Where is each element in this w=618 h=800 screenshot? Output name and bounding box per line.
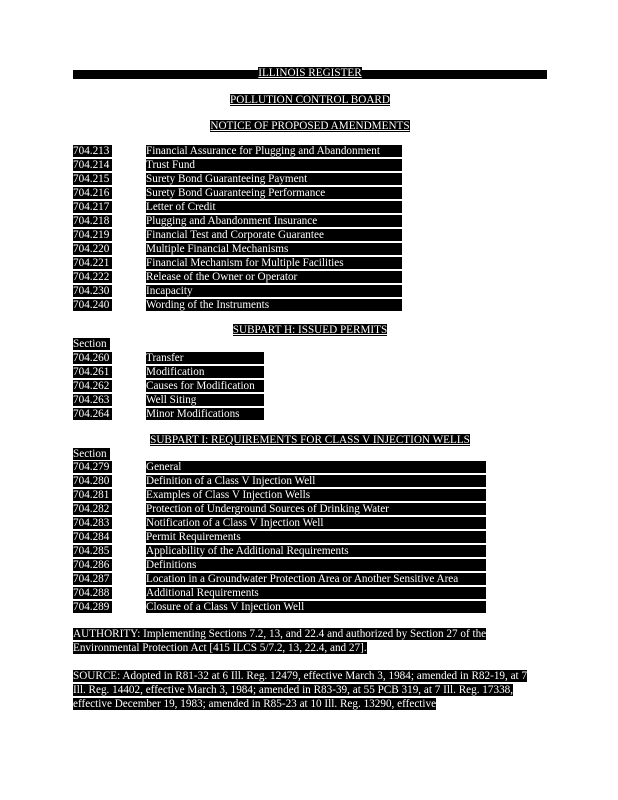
section-number: 704.240 [73, 299, 112, 311]
header-board [73, 94, 547, 106]
section-number: 704.213 [73, 145, 112, 157]
section-number: 704.216 [73, 187, 112, 199]
section-number: 704.281 [73, 489, 112, 501]
authority-paragraph [73, 627, 529, 655]
section-number: 704.286 [73, 559, 112, 571]
section-number: 704.284 [73, 531, 112, 543]
section-number: 704.230 [73, 285, 112, 297]
section-number: 704.289 [73, 601, 112, 613]
section-title: Letter of Credit [146, 201, 402, 213]
section-number: 704.279 [73, 461, 112, 473]
subpart-h-heading-row [73, 324, 547, 336]
board-title: POLLUTION CONTROL BOARD [230, 94, 390, 106]
source-text: SOURCE: Adopted in R81-32 at 6 Ill. Reg. 12479, effective March 3, 1984; amended in R82-19, at 7 Ill. Reg. 14402, effective March 3, 1984; amended in R83-39, at 55 PCB 319, at 7 Ill. Reg. 17338, effective December 19, 1983; amended in R85-23 at 10 Ill. Reg. 13290, effective [73, 670, 528, 710]
section-number: 704.222 [73, 271, 112, 283]
section-title: Notification of a Class V Injection Well [146, 517, 486, 529]
section-title: Financial Assurance for Plugging and Abandonment [146, 145, 402, 157]
section-title: Release of the Owner or Operator [146, 271, 402, 283]
section-title: Wording of the Instruments [146, 299, 402, 311]
section-number: 704.283 [73, 517, 112, 529]
section-number: 704.220 [73, 243, 112, 255]
subpart-i-heading-row [73, 434, 547, 446]
section-number: 704.280 [73, 475, 112, 487]
section-number: 704.260 [73, 352, 112, 364]
section-title: Minor Modifications [146, 408, 264, 420]
section-title: Examples of Class V Injection Wells [146, 489, 486, 501]
subpart-i-section-label-row [73, 448, 110, 460]
section-title: Transfer [146, 352, 264, 364]
section-number: 704.261 [73, 366, 112, 378]
section-number: 704.285 [73, 545, 112, 557]
section-number: 704.282 [73, 503, 112, 515]
section-number: 704.287 [73, 573, 112, 585]
section-title: Closure of a Class V Injection Well [146, 601, 486, 613]
subpart-i-section-label: Section [73, 448, 110, 460]
header-register [73, 67, 547, 79]
section-number: 704.262 [73, 380, 112, 392]
section-title: Additional Requirements [146, 587, 486, 599]
subpart-i-heading: SUBPART I: REQUIREMENTS FOR CLASS V INJECTION WELLS [150, 434, 470, 446]
register-title: ILLINOIS REGISTER [258, 67, 362, 79]
section-title: Financial Test and Corporate Guarantee [146, 229, 402, 241]
subpart-h-heading: SUBPART H: ISSUED PERMITS [232, 324, 388, 336]
section-title: Trust Fund [146, 159, 402, 171]
section-number: 704.264 [73, 408, 112, 420]
section-title: Definitions [146, 559, 486, 571]
source-paragraph [73, 669, 529, 711]
section-title: Well Siting [146, 394, 264, 406]
section-title: Financial Mechanism for Multiple Facilities [146, 257, 402, 269]
section-number: 704.218 [73, 215, 112, 227]
header-notice [73, 120, 547, 132]
section-title: Plugging and Abandonment Insurance [146, 215, 402, 227]
subpart-h-section-label-row [73, 338, 110, 350]
section-title: Modification [146, 366, 264, 378]
authority-text: AUTHORITY: Implementing Sections 7.2, 13, and 22.4 and authorized by Section 27 of the Environmental Protection Act [415 ILCS 5/7.2, 13, 22.4, and 27]. [73, 628, 487, 654]
section-title: Applicability of the Additional Requirements [146, 545, 486, 557]
section-title: Location in a Groundwater Protection Area or Another Sensitive Area [146, 573, 486, 585]
section-number: 704.214 [73, 159, 112, 171]
section-title: Definition of a Class V Injection Well [146, 475, 486, 487]
section-title: General [146, 461, 486, 473]
section-title: Causes for Modification [146, 380, 264, 392]
section-title: Multiple Financial Mechanisms [146, 243, 402, 255]
section-number: 704.215 [73, 173, 112, 185]
section-title: Permit Requirements [146, 531, 486, 543]
subpart-h-section-label: Section [73, 338, 110, 350]
section-title: Incapacity [146, 285, 402, 297]
section-title: Surety Bond Guaranteeing Performance [146, 187, 402, 199]
section-title: Surety Bond Guaranteeing Payment [146, 173, 402, 185]
notice-title: NOTICE OF PROPOSED AMENDMENTS [210, 120, 410, 132]
section-number: 704.217 [73, 201, 112, 213]
section-number: 704.288 [73, 587, 112, 599]
section-title: Protection of Underground Sources of Drinking Water [146, 503, 486, 515]
section-number: 704.219 [73, 229, 112, 241]
section-number: 704.263 [73, 394, 112, 406]
section-number: 704.221 [73, 257, 112, 269]
